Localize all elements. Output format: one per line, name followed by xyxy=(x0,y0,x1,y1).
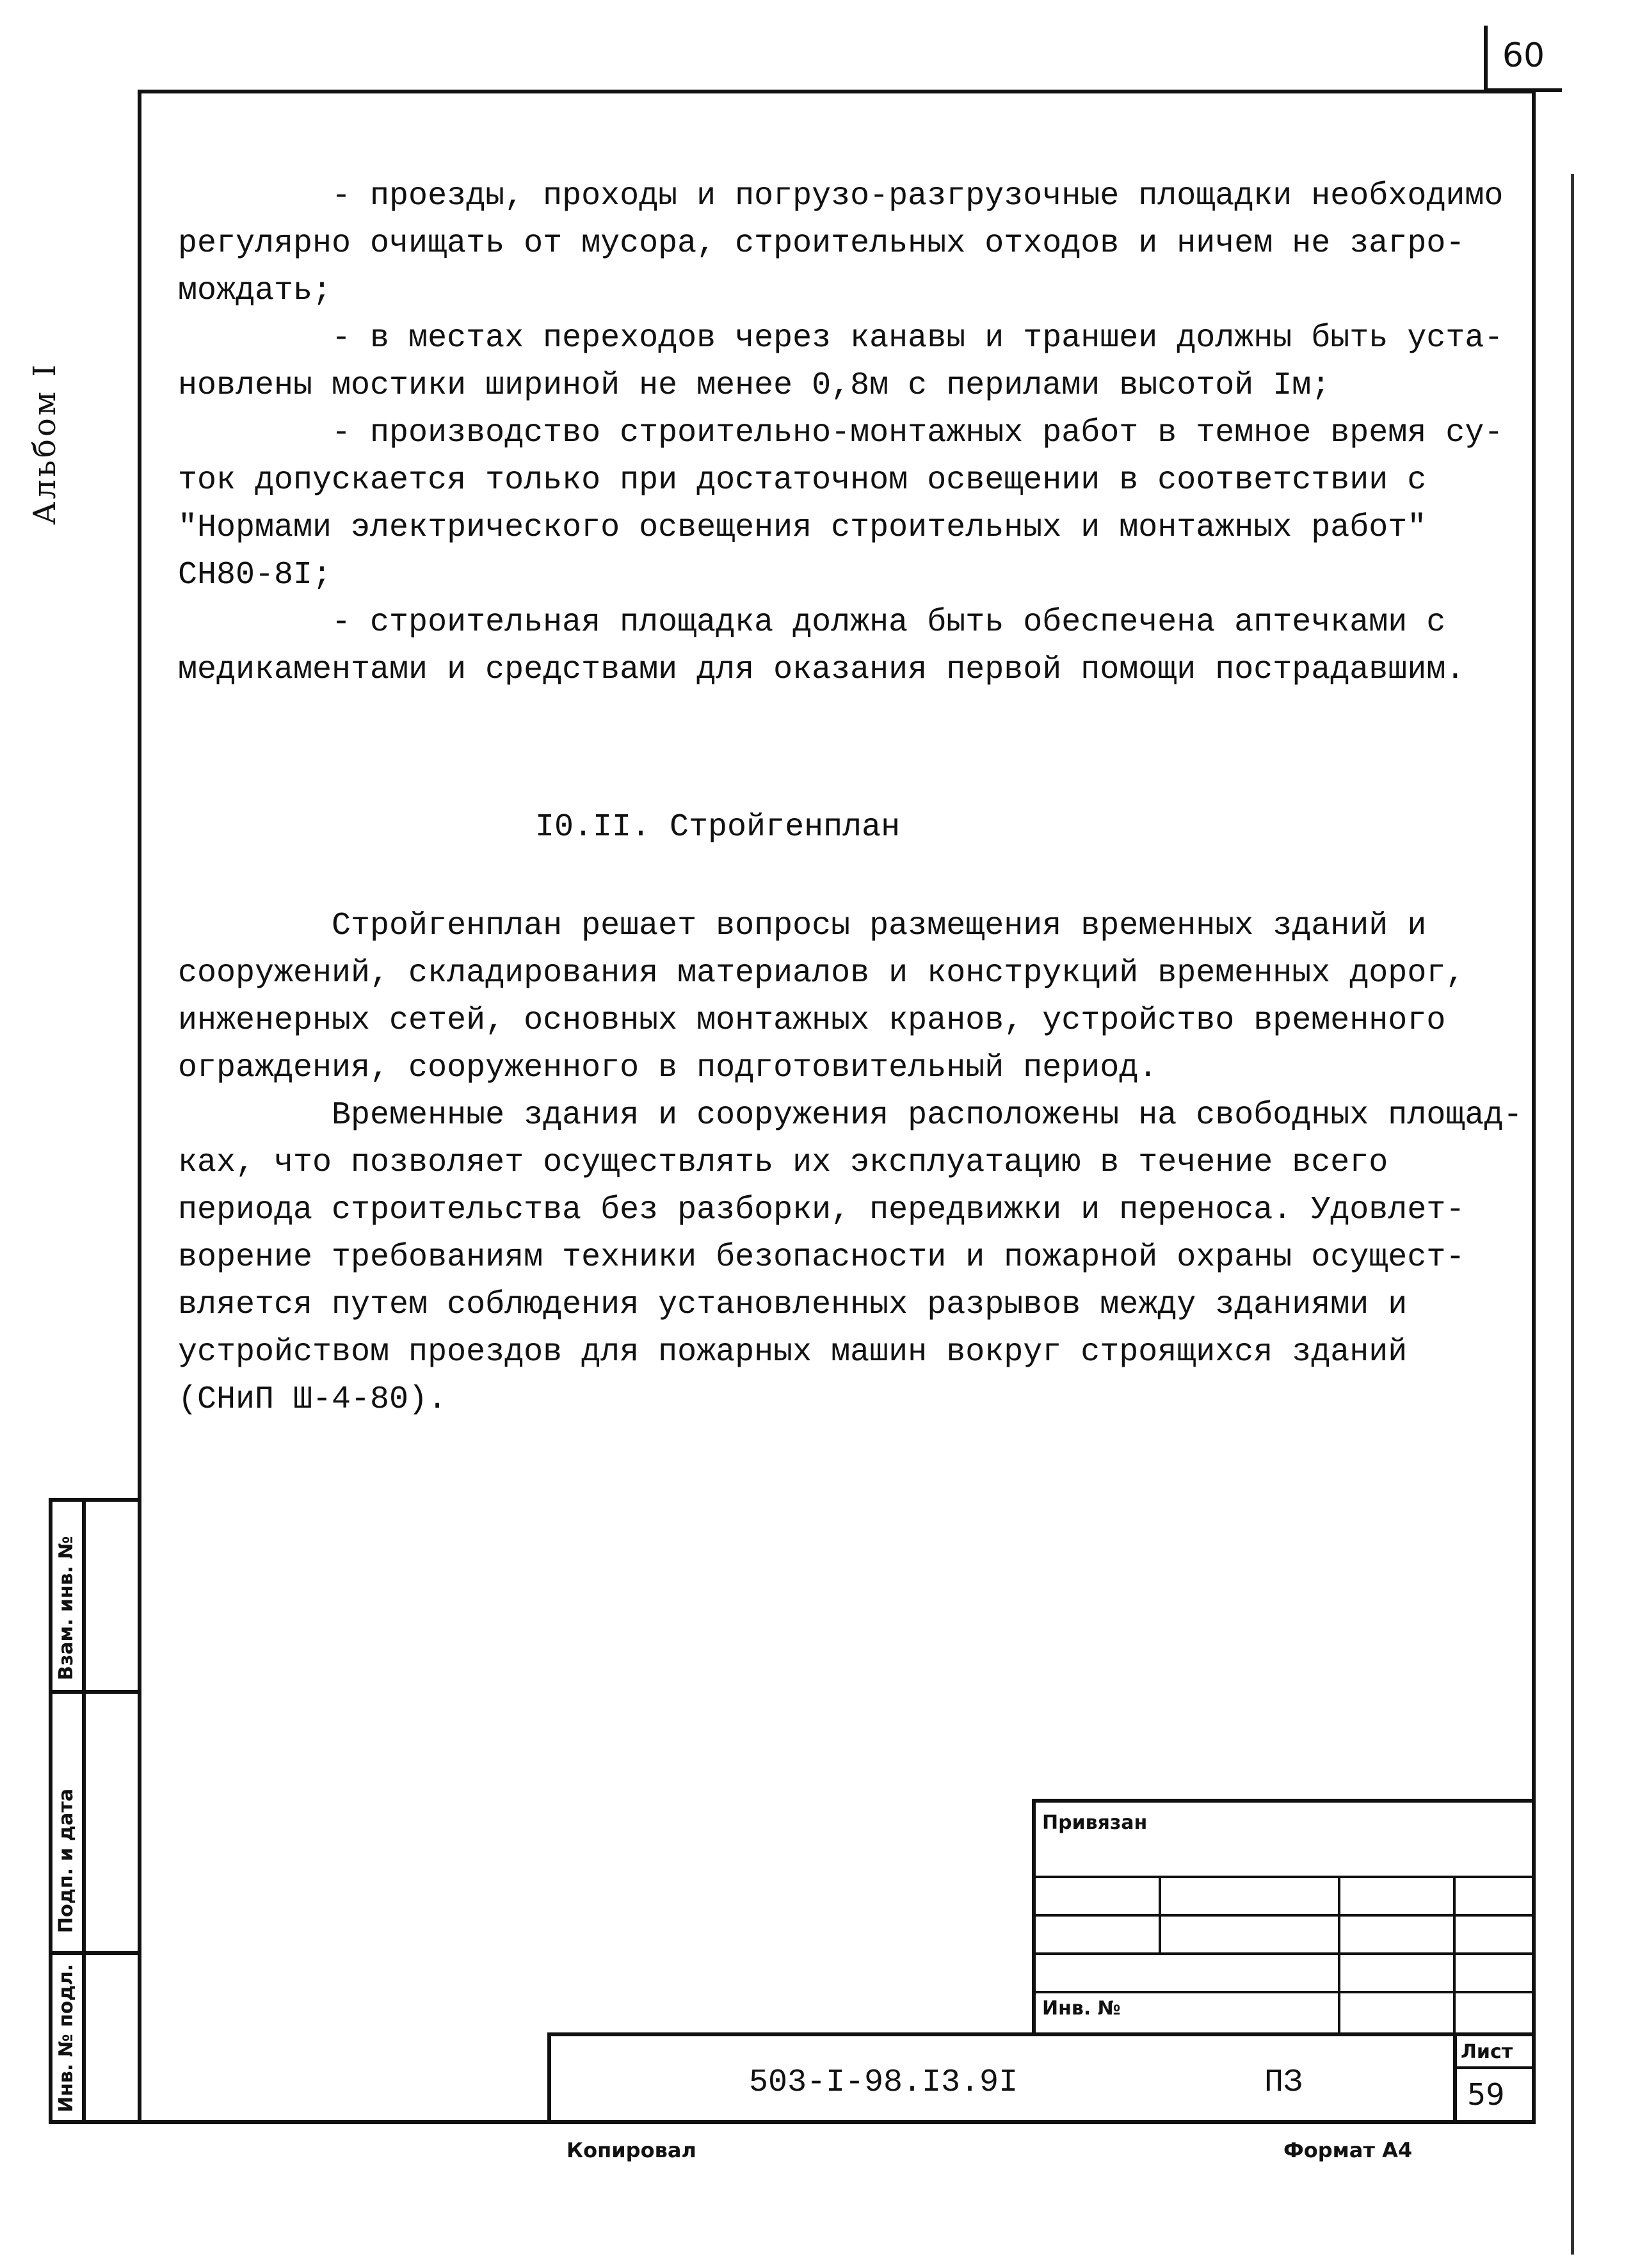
tb-line xyxy=(1032,1914,1536,1917)
stamp-row-divider xyxy=(49,1951,141,1955)
tb-line xyxy=(1453,2066,1536,2069)
tb-line xyxy=(547,2032,1536,2036)
footer-format: Формат А4 xyxy=(1283,2138,1413,2162)
stamp-column-divider xyxy=(82,1498,86,2124)
stamp-label-podp: Подп. и дата xyxy=(55,1788,77,1933)
corner-page-number: 60 xyxy=(1502,36,1545,75)
tb-line xyxy=(547,2032,551,2124)
tb-doc-type: ПЗ xyxy=(1264,2064,1303,2101)
tb-line xyxy=(1032,1952,1536,1955)
tb-inv-no: Инв. № xyxy=(1042,1997,1121,2020)
tb-line xyxy=(1453,1876,1456,2036)
right-edge-line xyxy=(1571,174,1574,2255)
tb-line xyxy=(1453,2032,1457,2124)
section-title: I0.II. Стройгенплан xyxy=(535,809,901,846)
text-block-bottom: Стройгенплан решает вопросы размещения временных зданий и сооружений, складирования материалов и конструкций временных дорог, инженерных сетей, основных монтажных кранов, устройство временного ограждения, сооруженного в подготовительный период. Временные здания и сооружения расположены на свободных площад- ках, что позволяет осуществлять их эксплуатацию в течение всего периода строительства без разборки, передвижки и переноса. Удовлет- ворение требованиям техники безопасности и пожарной охраны осущест- вляется путем соблюдения установленных разрывов между зданиями и устройством проездов для пожарных машин вокруг строящихся зданий (СНиП Ш-4-80). xyxy=(178,908,1523,1418)
stamp-label-zam: Взам. инв. № xyxy=(55,1536,77,1680)
tb-line xyxy=(1032,1876,1536,1878)
tb-sheet-label: Лист xyxy=(1461,2041,1513,2063)
tb-line xyxy=(1032,1799,1036,2036)
text-block-top: - проезды, проходы и погрузо-разгрузочные площадки необходимо регулярно очищать от мусора, строительных отходов и ничем не загро- мождать; - в местах переходов через канавы и траншеи должны быть уста- новлены мостики шириной не менее 0,8м с перилами высотой Iм; - производство строительно-монтажных работ в темное время су- ток допускается только при достаточном освещении в соответствии с "Нормами электрического освещения строительных и монтажных работ" СН80-8I; - строительная площадка должна быть обеспечена аптечками с медикаментами и средствами для оказания первой помощи пострадавшим. xyxy=(178,178,1504,688)
tb-line xyxy=(1032,1799,1536,1803)
tb-privyazan: Привязан xyxy=(1042,1812,1148,1834)
tb-line xyxy=(1159,1876,1161,1952)
album-label: Альбом I xyxy=(27,362,63,525)
tb-sheet-number: 59 xyxy=(1467,2077,1505,2112)
tb-line xyxy=(1032,1991,1536,1993)
tb-doc-code: 503-I-98.I3.9I xyxy=(749,2064,1018,2101)
stamp-row-divider xyxy=(49,1690,141,1694)
tb-line xyxy=(1338,1876,1340,2036)
stamp-label-inv: Инв. № подл. xyxy=(55,1963,77,2112)
footer-copied: Копировал xyxy=(567,2138,696,2162)
